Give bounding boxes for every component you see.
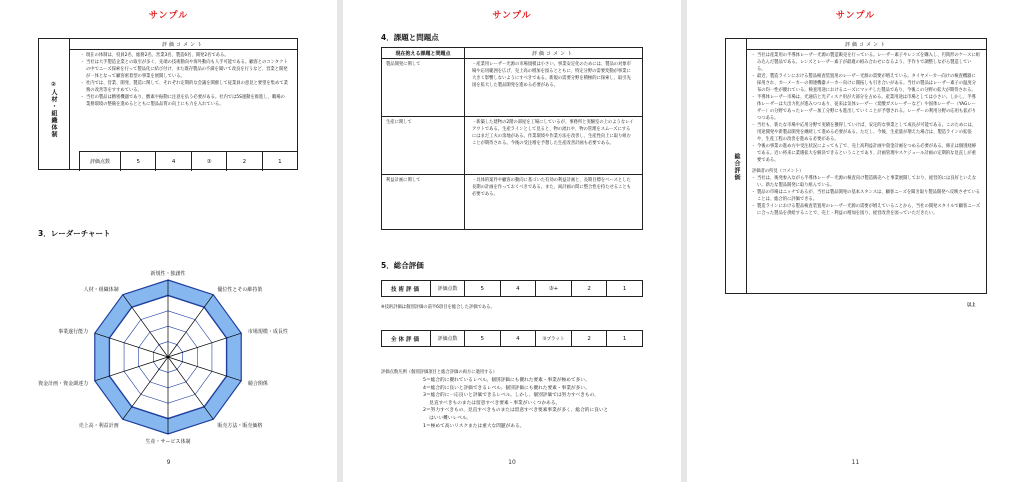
tech-eval-label: 技術評価 (390, 286, 421, 293)
overall-paragraph: ・ 最近、製造ラインにおける製品検査装置用のレーザー光源の需要が増えている。タイヤメーカー向けの検査機器に採用され、カーメーカーの関連機器メーカー向けに開拓しも引き合いがある。当社の製品はレーザー素子の温度分布の均一性が優れている。検査用途におけるニーズにマッチした製品であり、今後この分野の拡大が期待される。 (752, 73, 980, 94)
score-row (79, 151, 297, 171)
issue-row (382, 58, 642, 116)
overall-paragraph: ・ 今後の事業の進め方や受注状況によっても了で、売上高利益計画や資金計画をつめる必要がある。修正は個別経緯である。近い将来に業績拡大を解決できるということであり、計画管理やスケジュール計画の定期的な見直しが重要である。 (752, 143, 980, 164)
overall-table (725, 38, 987, 294)
comment-item: ・ 社内では、営業、開発、製造に関して、それぞれ定期的な会議を開催して従業員の意見と要望を集めて業務の改善等をすすめている。 (81, 80, 289, 94)
overall-paragraph: ・ 当社も、新たな市場や応用分野で実績を獲得していけば、安定的な事業として成長が可能である。このためには、用途開発や新製品開発を継続して進める必要がある。ただし、今後、生産量が増えた場合は、製造ラインの拡張や、生産工程の改善を進める必要がある。 (752, 122, 980, 143)
issue-label: 製品開発に関して (386, 62, 421, 67)
tech-score-1: 1 (606, 281, 642, 296)
score-4: 4 (155, 152, 190, 171)
radar-axis-label: 人材・組織体制 (83, 287, 119, 294)
overall-score-1: 1 (606, 331, 642, 346)
comment-item: ・ 現在の体制は、役員2名、総務2名、営業3名、製造6名、開発2名である。 (81, 52, 289, 59)
scale-item: 3＝総合的に一応良いと評価できるレベル。しかし、個別評価では努力すべきもの、 (423, 393, 599, 399)
sample-watermark: サンプル (148, 11, 189, 21)
row-label: 総合評価 (733, 153, 740, 181)
page-10 (343, 0, 681, 482)
overall-paragraph: ・ 半導体レーザー市場は、光通信と光ディスク用が大部分を占める。産業用途は市場としては小さい。しかし、半導体レーザーは大出力化が進みつつあり、従来は気体レーザー（炭酸ガスレーザーなど）や固体レーザー（YAGレーザー）の分野であったレーザー加工分野にも進出していくことが予想される。レーザーの利用分野の応用も拡がりつつある。 (752, 94, 980, 122)
overall-eval-row (381, 330, 643, 347)
overall-eval-label: 全体評価 (390, 336, 421, 343)
scale-item: 4＝総合的に良いと評価できるレベル。個別評価にも優れた要素・事業が多い。 (423, 385, 590, 391)
sample-watermark: サンプル (835, 11, 876, 21)
evaluator-comment: ・ 製品の市場はニッチであるが、当社は製品開発の基本スタンスは、顧客ニーズを聞き取り製品開発へ反映させていることは、総合的に評価できる。 (752, 189, 980, 203)
end-mark: 以上 (967, 303, 976, 308)
issue-text: ・具体的案件や顧客の動向に基づいた有効の利益計画と、長期目標をベースとした長期の計画を作っておくべきである。また、両計画の間に整合性を持たせることも必要である。 (472, 178, 631, 197)
tech-eval-row (381, 280, 643, 297)
tech-score-2: 2 (571, 281, 607, 296)
score-3-selected: ③ (191, 152, 226, 171)
radar-axis-label: 販売方法・販売価格 (217, 422, 263, 429)
scale-item: 1＝極めて高いリスクまたは重大な問題がある。 (423, 423, 525, 429)
scale-title: 評価点数凡例（個別評価項目と総合評価の両方に適用する） (381, 370, 498, 375)
evaluator-comment: ・ 製造ラインにおける製品検査装置用のレーザー光源の需要が増えていることから、当社の開発スタイルで顧客ニーズに合った製品を供給することで、売上・利益の増加を図り、経営改善を図っていただきたい。 (752, 203, 980, 217)
issues-col1-header: 現在抱える課題と問題点 (395, 51, 451, 57)
row-label-cell (39, 39, 70, 169)
evaluator-title: 評価者の所見（コメント） (752, 169, 804, 174)
radar-axis-label: 優位性とその維持策 (217, 287, 263, 294)
issue-text: ・産業用レーザー光源の市場規模は小さい。事業安定化のためには、製品の対象市場や応用範囲を広げ、売上高の増加を図るとともに、特定分野の需要変動が事業に大きく影響しないようにすべきである。新規の需要分野を積極的に探索し、取引先国を拡大した製品開発を進める必要がある。 (472, 62, 631, 88)
radar-title: 3．レーダーチャート (38, 229, 111, 238)
comment-list (81, 52, 289, 108)
issue-text: ・新築した建物の2階の部屋を工場にしているが、事務所と実験室の上のようなレイアウトである。生産ラインとして見ると、物の流れや、物の管理をスムーズにするにはまだ工夫の余地がある。作業環境や作業方法を改善し、生産性向上に取り組むことが期待される。今後の受注増を予想した生産改善計画も必要である。 (472, 120, 634, 146)
row-label-cell (726, 39, 747, 293)
issues-col2-header: 評価コメント (531, 51, 574, 57)
score-5: 5 (120, 152, 155, 171)
score-label: 評価点数 (89, 159, 110, 165)
scale-item: 2＝努力すべきもの、見直すべきものまたは留意すべき要素事業が多く、総合的に良いと (423, 408, 609, 414)
page-number: 10 (508, 459, 516, 466)
tech-score-label: 評価点数 (430, 281, 464, 296)
radar-axis-label: 生産・サービス体制 (145, 439, 191, 445)
issue-label: 利益計画に関して (386, 178, 421, 183)
table-header: 評価コメント (844, 42, 887, 48)
overall-score-label: 評価点数 (430, 331, 464, 346)
row-label: ②人材・組織体制 (50, 81, 57, 138)
comment-item: ・ 当社の製品は精密機器であり、酸素や振動に注意を払う必要がある。社内では5S運動を推進し、職場の業務環境の整備を進めるとともに製品品質の向上にも力を入れている。 (81, 94, 289, 108)
page-9 (0, 0, 337, 482)
radar-axis-label: 資金計画・資金調達力 (38, 380, 89, 387)
page-number: 11 (851, 459, 860, 466)
section5-title: 5．総合評価 (381, 261, 424, 270)
scale-item: 5＝総合的に優れているレベル。個別評価にも優れた要素・事業が極めて多い。 (423, 378, 590, 383)
score-1: 1 (262, 152, 297, 171)
overall-score-4: 4 (500, 331, 536, 346)
section4-title: 4．課題と問題点 (381, 33, 439, 42)
table-header: 評価コメント (161, 42, 204, 48)
scale-legend (423, 377, 608, 430)
overall-score-5: 5 (464, 331, 500, 346)
radar-chart (0, 240, 337, 470)
issues-table (381, 47, 643, 230)
scale-item: はいい難いレベル。 (423, 415, 471, 421)
score-2: 2 (226, 152, 261, 171)
sample-watermark: サンプル (492, 11, 532, 21)
evaluation-table (38, 38, 298, 170)
radar-axis-label: 市場規模・成長性 (247, 329, 288, 336)
issue-row (382, 116, 642, 174)
radar-axis-label: 事業遂行能力 (58, 329, 89, 336)
tech-note: ※技術評価は個別評価の前半6項目を総合した評価である。 (381, 305, 495, 310)
radar-axis-label: 競合関係 (247, 380, 268, 387)
evaluator-comment: ・ 当社は、後発参入ながら半導体レーザー光源の検査向け製造販売へと事業展開しており、経営的には良好といえない。新たな製品開発に取り組んでいる。 (752, 175, 980, 189)
issue-label: 生産に関して (386, 120, 412, 125)
tech-score-5: 5 (464, 281, 500, 296)
radar-axis-label: 売上高・利益計画 (78, 422, 119, 429)
scale-item: 見直すべきものまたは留意すべき要素・事業がいくつかある。 (423, 400, 561, 406)
overall-score-3-selected: ③プラット (535, 331, 571, 346)
overall-paragraph: ・ 当社は産業用の半導体レーザー光源の製造販売を行っている。レーザー素子やレンズを購入し、円筒形のケースに組み込んだ製品である。レンズとレーザー素子が最適の組み合わせになるよう、手作りで調整しながら製造している。 (752, 52, 980, 73)
tech-score-3-selected: ③+ (535, 281, 571, 296)
overall-score-2: 2 (571, 331, 607, 346)
page-11 (687, 0, 1024, 482)
radar-axis-label: 新規性・独創性 (150, 271, 186, 277)
tech-score-4: 4 (500, 281, 536, 296)
comment-item: ・ 当社は大手製造企業との取引が多く、先端の技術動向や海外動向も人手可能である。顧客とのコンタクトの中でニーズ探索を行って製品化に結び付け、また既存製品の不満を聞いて改良を行うなど、営業と開発が一体となって顧客密着型の事業を展開している。 (81, 59, 289, 80)
overall-comments (752, 52, 980, 217)
issue-row (382, 174, 642, 230)
page-number: 9 (166, 459, 171, 466)
